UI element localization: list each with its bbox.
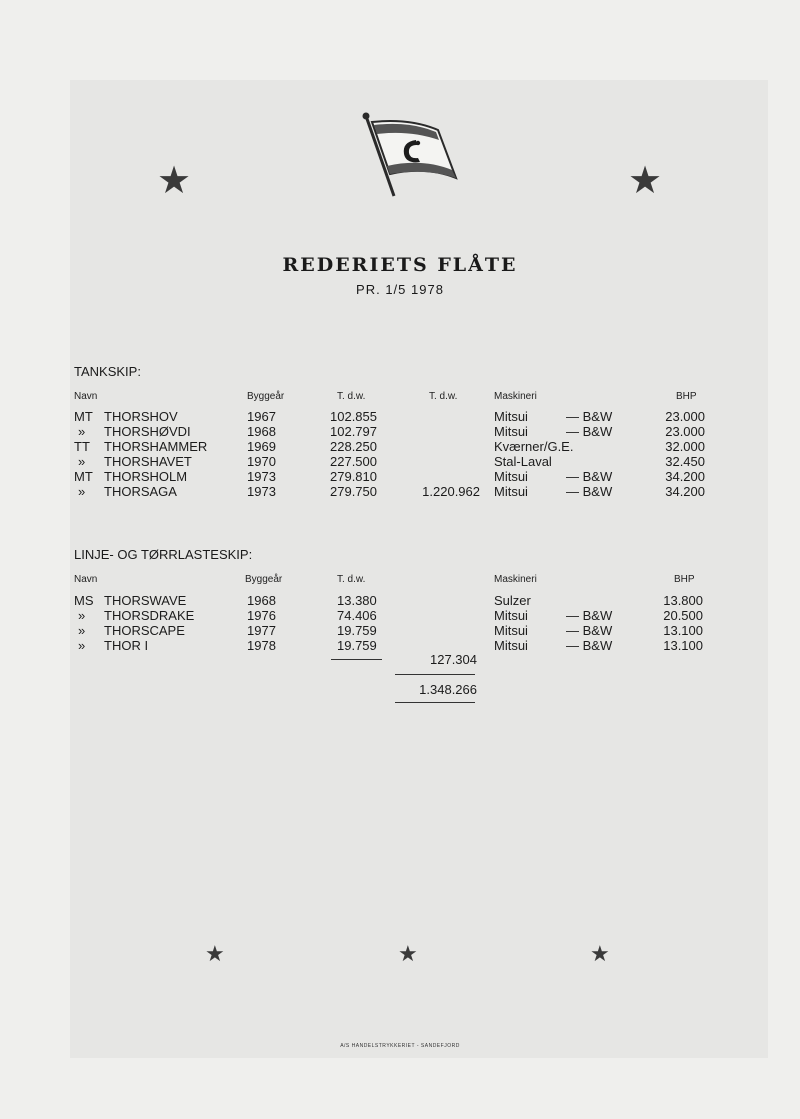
build-year: 1977 [247, 623, 276, 638]
table-row [0, 484, 800, 499]
ship-name: THORSCAPE [104, 623, 185, 638]
build-year: 1976 [247, 608, 276, 623]
ship-prefix: » [78, 424, 86, 439]
machinery: Stal-Laval [494, 454, 552, 469]
machinery-detail: — B&W [566, 409, 613, 424]
ship-prefix: » [78, 608, 86, 623]
column-header-bhp: BHP [676, 391, 697, 402]
section-title-tankers: TANKSKIP: [74, 364, 141, 379]
tdw-value: 228.250 [330, 439, 377, 454]
build-year: 1969 [247, 439, 276, 454]
bhp-value: 20.500 [663, 608, 703, 623]
table-row [0, 608, 800, 623]
table-row [0, 638, 800, 653]
page-subtitle: PR. 1/5 1978 [356, 282, 444, 297]
column-header-tdw: T. d.w. [337, 574, 366, 585]
shipping-company-flag-icon [360, 112, 462, 202]
subtotal-rule [395, 674, 475, 675]
ship-prefix: MS [74, 593, 94, 608]
ship-name: THORSHØVDI [104, 424, 191, 439]
ship-name: THORSHOLM [104, 469, 188, 484]
machinery-detail: — B&W [566, 608, 613, 623]
ship-prefix: MT [74, 469, 93, 484]
build-year: 1973 [247, 484, 276, 499]
table-header [0, 574, 800, 589]
table-header [0, 391, 800, 406]
ship-prefix: » [78, 484, 86, 499]
ship-prefix: TT [74, 439, 90, 454]
document-sheet [70, 80, 768, 1058]
tdw-value: 227.500 [330, 454, 377, 469]
machinery-detail: — B&W [566, 623, 613, 638]
tanker-total: 1.220.962 [422, 484, 480, 499]
table-row [0, 593, 800, 608]
section-title-cargo: LINJE- OG TØRRLASTESKIP: [74, 547, 253, 562]
star-icon: ★ [590, 941, 610, 966]
bhp-value: 13.100 [663, 638, 703, 653]
tdw-value: 102.855 [330, 409, 377, 424]
machinery-detail: — B&W [566, 424, 613, 439]
ship-prefix: » [78, 638, 86, 653]
build-year: 1968 [247, 593, 276, 608]
ship-name: THORSHAMMER [104, 439, 208, 454]
bhp-value: 23.000 [665, 424, 705, 439]
tdw-value: 19.759 [337, 638, 377, 653]
machinery: Mitsui [494, 484, 528, 499]
machinery: Mitsui [494, 409, 528, 424]
star-icon: ★ [398, 941, 418, 966]
bhp-value: 13.100 [663, 623, 703, 638]
column-header-total: T. d.w. [429, 391, 458, 402]
column-header-name: Navn [74, 391, 98, 402]
machinery: Mitsui [494, 424, 528, 439]
cargo-subtotal: 127.304 [430, 652, 477, 667]
column-header-name: Navn [74, 574, 98, 585]
table-row [0, 439, 800, 454]
table-row [0, 409, 800, 424]
machinery: Mitsui [494, 469, 528, 484]
column-header-machinery: Maskineri [494, 574, 537, 585]
machinery: Mitsui [494, 608, 528, 623]
cargo-subtotal-row [0, 652, 800, 667]
machinery: Sulzer [494, 593, 531, 608]
build-year: 1978 [247, 638, 276, 653]
printer-imprint: A/S HANDELSTRYKKERIET - SANDEFJORD [340, 1043, 460, 1049]
grand-total-row [0, 682, 800, 697]
column-header-tdw: T. d.w. [337, 391, 366, 402]
table-row [0, 469, 800, 484]
build-year: 1967 [247, 409, 276, 424]
machinery: Mitsui [494, 623, 528, 638]
ship-name: THOR I [104, 638, 149, 653]
star-icon: ★ [628, 160, 663, 202]
bhp-value: 32.000 [665, 439, 705, 454]
star-icon: ★ [205, 941, 225, 966]
bhp-value: 23.000 [665, 409, 705, 424]
column-header-machinery: Maskineri [494, 391, 537, 402]
ship-name: THORSWAVE [104, 593, 187, 608]
build-year: 1968 [247, 424, 276, 439]
ship-prefix: » [78, 454, 86, 469]
ship-name: THORSDRAKE [104, 608, 195, 623]
bhp-value: 32.450 [665, 454, 705, 469]
ship-prefix: » [78, 623, 86, 638]
column-header-bhp: BHP [674, 574, 695, 585]
tdw-value: 279.750 [330, 484, 377, 499]
ship-name: THORSAGA [104, 484, 177, 499]
build-year: 1970 [247, 454, 276, 469]
bhp-value: 13.800 [663, 593, 703, 608]
machinery: Kværner/G.E. [494, 439, 574, 454]
grand-total-rule [395, 702, 475, 703]
grand-total: 1.348.266 [419, 682, 477, 697]
bhp-value: 34.200 [665, 469, 705, 484]
table-row [0, 623, 800, 638]
tdw-value: 279.810 [330, 469, 377, 484]
machinery: Mitsui [494, 638, 528, 653]
ship-prefix: MT [74, 409, 93, 424]
tdw-value: 102.797 [330, 424, 377, 439]
machinery-detail: — B&W [566, 469, 613, 484]
ship-name: THORSHOV [104, 409, 178, 424]
tdw-value: 13.380 [337, 593, 377, 608]
page-title: REDERIETS FLÅTE [282, 254, 518, 276]
bhp-value: 34.200 [665, 484, 705, 499]
tdw-value: 74.406 [337, 608, 377, 623]
machinery-detail: — B&W [566, 638, 613, 653]
column-header-year: Byggeår [247, 391, 285, 402]
machinery-detail: — B&W [566, 484, 613, 499]
column-header-year: Byggeår [245, 574, 283, 585]
table-row [0, 454, 800, 469]
star-icon: ★ [157, 160, 192, 202]
ship-name: THORSHAVET [104, 454, 192, 469]
build-year: 1973 [247, 469, 276, 484]
tdw-value: 19.759 [337, 623, 377, 638]
table-row [0, 424, 800, 439]
